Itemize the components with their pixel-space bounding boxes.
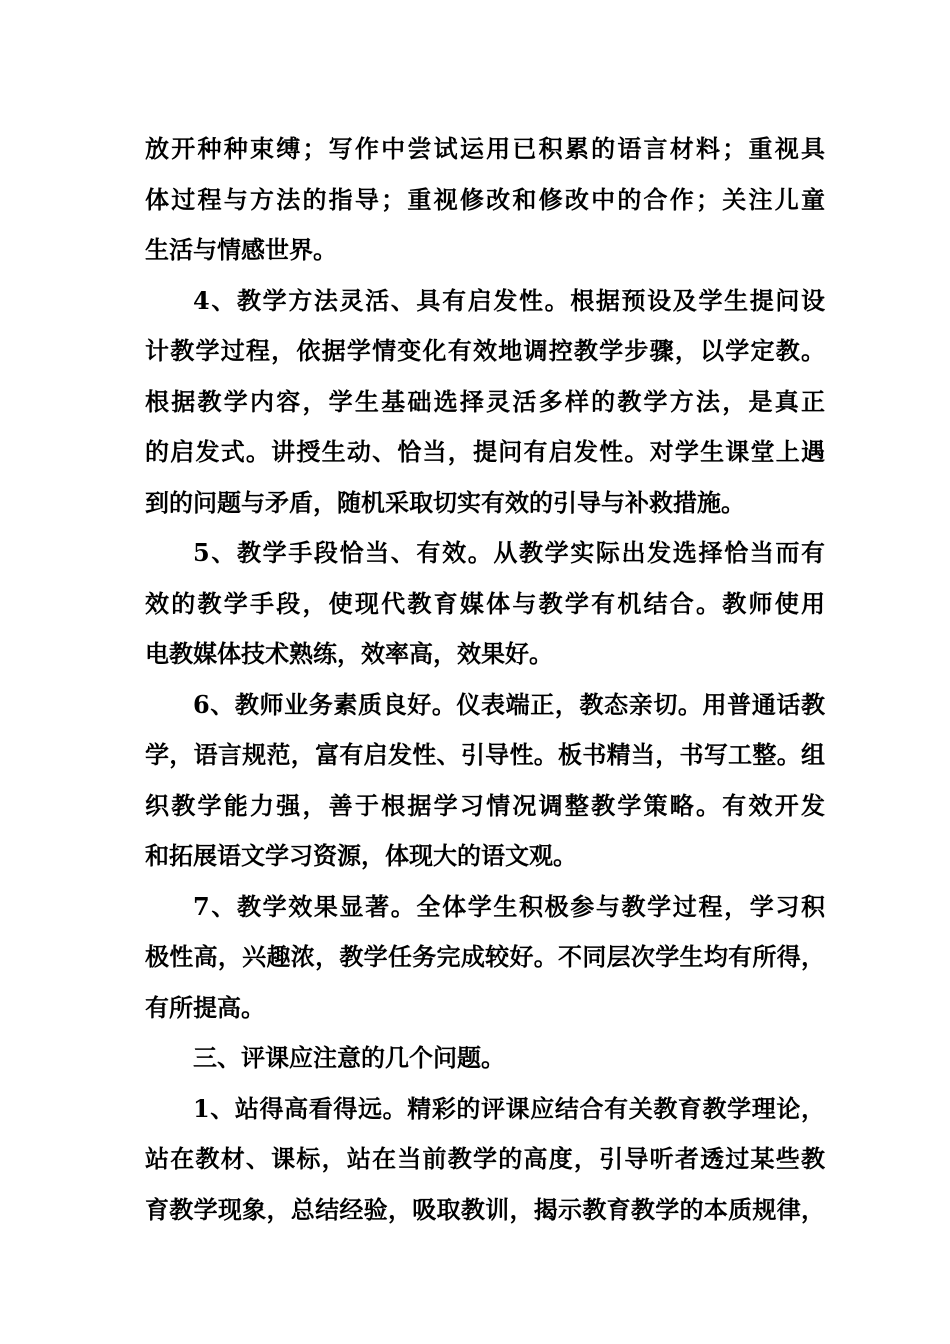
text-line: 计教学过程，依据学情变化有效地调控教学步骤，以学定教。 (145, 336, 825, 365)
text-line: 三、评课应注意的几个问题。 (193, 1043, 505, 1072)
text-line: 生活与情感世界。 (145, 235, 337, 264)
text-line: 4、教学方法灵活、具有启发性。根据预设及学生提问设 (193, 285, 825, 315)
text-line: 到的问题与矛盾，随机采取切实有效的引导与补救措施。 (145, 487, 745, 517)
text-line: 育教学现象，总结经验，吸取教训，揭示教育教学的本质规律， (145, 1194, 825, 1224)
text-line: 体过程与方法的指导；重视修改和修改中的合作；关注儿童 (145, 184, 825, 214)
text-line: 电教媒体技术熟练，效率高，效果好。 (145, 639, 553, 668)
text-line: 根据教学内容，学生基础选择灵活多样的教学方法，是真正 (145, 386, 825, 416)
text-line: 极性高，兴趣浓，教学任务完成较好。不同层次学生均有所得， (145, 942, 825, 971)
text-line: 有所提高。 (145, 992, 265, 1022)
text-line: 效的教学手段，使现代教育媒体与教学有机结合。教师使用 (145, 588, 825, 618)
text-line: 6、教师业务素质良好。仪表端正，教态亲切。用普通话教 (193, 689, 825, 719)
text-line: 1、站得高看得远。精彩的评课应结合有关教育教学理论， (193, 1093, 825, 1123)
text-line: 的启发式。讲授生动、恰当，提问有启发性。对学生课堂上遇 (145, 437, 825, 466)
text-line: 学，语言规范，富有启发性、引导性。板书精当，书写工整。组 (145, 740, 825, 769)
text-line: 织教学能力强，善于根据学习情况调整教学策略。有效开发 (145, 790, 825, 820)
text-line: 5、教学手段恰当、有效。从教学实际出发选择恰当而有 (193, 538, 825, 567)
text-line: 7、教学效果显著。全体学生积极参与教学过程，学习积 (193, 891, 825, 921)
document-body (145, 124, 825, 1235)
text-line: 和拓展语文学习资源，体现大的语文观。 (145, 841, 577, 870)
text-line: 站在教材、课标，站在当前教学的高度，引导听者透过某些教 (145, 1144, 825, 1173)
text-line: 放开种种束缚；写作中尝试运用已积累的语言材料；重视具 (145, 134, 825, 163)
